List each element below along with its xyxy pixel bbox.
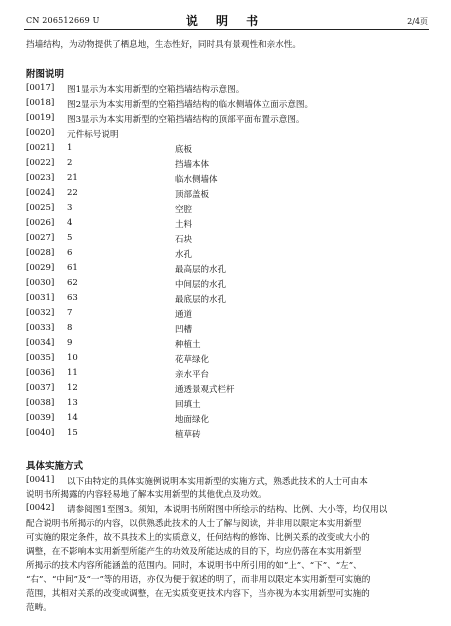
component-name: 最高层的水孔	[175, 265, 227, 275]
component-number: 4	[67, 218, 73, 228]
para-tag: [0024]	[26, 188, 55, 198]
document-number: CN 206512669 U	[26, 16, 100, 25]
component-name: 挡墙本体	[175, 160, 210, 170]
component-number: 63	[67, 293, 78, 303]
para-tag: [0028]	[26, 248, 55, 258]
component-name: 空腔	[175, 205, 193, 215]
paragraph-line: 请参阅图1至图3。须知，本说明书所附图中所绘示的结构、比例、大小等，均仅用以	[67, 505, 388, 515]
paragraph-line: 所揭示的技术内容所能涵盖的范围内。同时，本说明书中所引用的如“上”、“下”、“左”、	[26, 561, 362, 571]
page-indicator: 2/4页	[407, 17, 428, 26]
component-number: 14	[67, 413, 78, 423]
component-row	[0, 173, 451, 188]
component-name: 石块	[175, 235, 193, 245]
component-number: 8	[67, 323, 73, 333]
component-name: 通透景观式栏杆	[175, 385, 235, 395]
para-tag: [0040]	[26, 428, 55, 438]
para-tag: [0023]	[26, 173, 55, 183]
component-row	[0, 428, 451, 443]
component-row	[0, 398, 451, 413]
component-name: 亲水平台	[175, 370, 210, 380]
para-tag: [0037]	[26, 383, 55, 393]
paragraph-line: 以下由特定的具体实施例说明本实用新型的实施方式，熟悉此技术的人士可由本	[67, 477, 368, 487]
paragraph-line: 范围，其相对关系的改变或调整，在无实质变更技术内容下，当亦视为本实用新型可实施的	[26, 589, 370, 599]
component-name: 通道	[175, 310, 193, 320]
header-divider	[24, 29, 429, 30]
para-tag: [0036]	[26, 368, 55, 378]
component-name: 花草绿化	[175, 355, 210, 365]
para-tag: [0019]	[26, 113, 55, 123]
component-number: 1	[67, 143, 73, 153]
para-tag: [0041]	[26, 475, 55, 485]
component-number: 5	[67, 233, 73, 243]
component-number: 3	[67, 203, 73, 213]
paragraph-line: 说明书所揭露的内容轻易地了解本实用新型的其他优点及功效。	[26, 490, 267, 500]
component-row	[0, 293, 451, 308]
component-number: 62	[67, 278, 78, 288]
component-row	[0, 368, 451, 383]
para-tag: [0033]	[26, 323, 55, 333]
component-row	[0, 218, 451, 233]
para-tag: [0022]	[26, 158, 55, 168]
para-tag: [0018]	[26, 98, 55, 108]
figures-heading: 附图说明	[26, 69, 65, 80]
component-name: 回填土	[175, 400, 201, 410]
para-tag: [0031]	[26, 293, 55, 303]
paragraph-line: 调整，在不影响本实用新型所能产生的功效及所能达成的目的下，均应仍落在本实用新型	[26, 547, 362, 557]
paragraph-line: 配合说明书所揭示的内容，以供熟悉此技术的人士了解与阅读，并非用以限定本实用新型	[26, 519, 362, 529]
component-name: 种植土	[175, 340, 201, 350]
component-name: 最底层的水孔	[175, 295, 227, 305]
paragraph-line: “右”、“中间”及“一”等的用语，亦仅为便于叙述的明了，而非用以限定本实用新型可实施的	[26, 575, 371, 585]
component-number: 9	[67, 338, 73, 348]
para-tag: [0017]	[26, 83, 55, 93]
component-list-title: 元件标号说明	[67, 130, 119, 140]
component-row	[0, 143, 451, 158]
component-name: 顶部盖板	[175, 190, 210, 200]
component-name: 中间层的水孔	[175, 280, 227, 290]
component-row	[0, 323, 451, 338]
para-tag: [0030]	[26, 278, 55, 288]
figure-description: 图3显示为本实用新型的空箱挡墙结构的顶部平面布置示意图。	[67, 115, 305, 125]
embodiment-heading: 具体实施方式	[26, 461, 84, 472]
figure-description: 图1显示为本实用新型的空箱挡墙结构示意图。	[67, 85, 245, 95]
component-row	[0, 248, 451, 263]
para-tag: [0039]	[26, 413, 55, 423]
component-name: 地面绿化	[175, 415, 210, 425]
component-name: 水孔	[175, 250, 193, 260]
component-name: 土料	[175, 220, 193, 230]
component-row	[0, 383, 451, 398]
figure-description: 图2显示为本实用新型的空箱挡墙结构的临水侧墙体立面示意图。	[67, 100, 314, 110]
component-number: 6	[67, 248, 73, 258]
component-row	[0, 308, 451, 323]
para-tag: [0025]	[26, 203, 55, 213]
para-tag: [0035]	[26, 353, 55, 363]
component-name: 植草砖	[175, 430, 201, 440]
para-tag: [0027]	[26, 233, 55, 243]
component-name: 底板	[175, 145, 193, 155]
intro-line: 挡墙结构，为动物提供了栖息地，生态性好，同时具有景观性和亲水性。	[26, 40, 302, 50]
paragraph-line: 可实施的限定条件，故不具技术上的实质意义，任何结构的修饰、比例关系的改变或大小的	[26, 533, 370, 543]
component-number: 12	[67, 383, 78, 393]
component-number: 10	[67, 353, 78, 363]
para-tag: [0032]	[26, 308, 55, 318]
component-number: 13	[67, 398, 78, 408]
para-tag: [0042]	[26, 503, 55, 513]
document-title: 说 明 书	[185, 14, 266, 28]
component-number: 61	[67, 263, 78, 273]
para-tag: [0029]	[26, 263, 55, 273]
component-row	[0, 338, 451, 353]
para-tag: [0021]	[26, 143, 55, 153]
component-number: 7	[67, 308, 73, 318]
component-number: 22	[67, 188, 78, 198]
component-name: 临水侧墙体	[175, 175, 218, 185]
component-name: 凹槽	[175, 325, 193, 335]
component-row	[0, 353, 451, 368]
component-number: 21	[67, 173, 78, 183]
component-row	[0, 413, 451, 428]
paragraph-line: 范畴。	[26, 603, 52, 613]
component-row	[0, 203, 451, 218]
component-row	[0, 278, 451, 293]
para-tag: [0026]	[26, 218, 55, 228]
para-tag: [0038]	[26, 398, 55, 408]
component-number: 2	[67, 158, 73, 168]
component-row	[0, 188, 451, 203]
component-row	[0, 158, 451, 173]
para-tag: [0034]	[26, 338, 55, 348]
component-row	[0, 263, 451, 278]
component-row	[0, 233, 451, 248]
para-tag: [0020]	[26, 128, 55, 138]
component-number: 11	[67, 368, 78, 378]
component-number: 15	[67, 428, 78, 438]
